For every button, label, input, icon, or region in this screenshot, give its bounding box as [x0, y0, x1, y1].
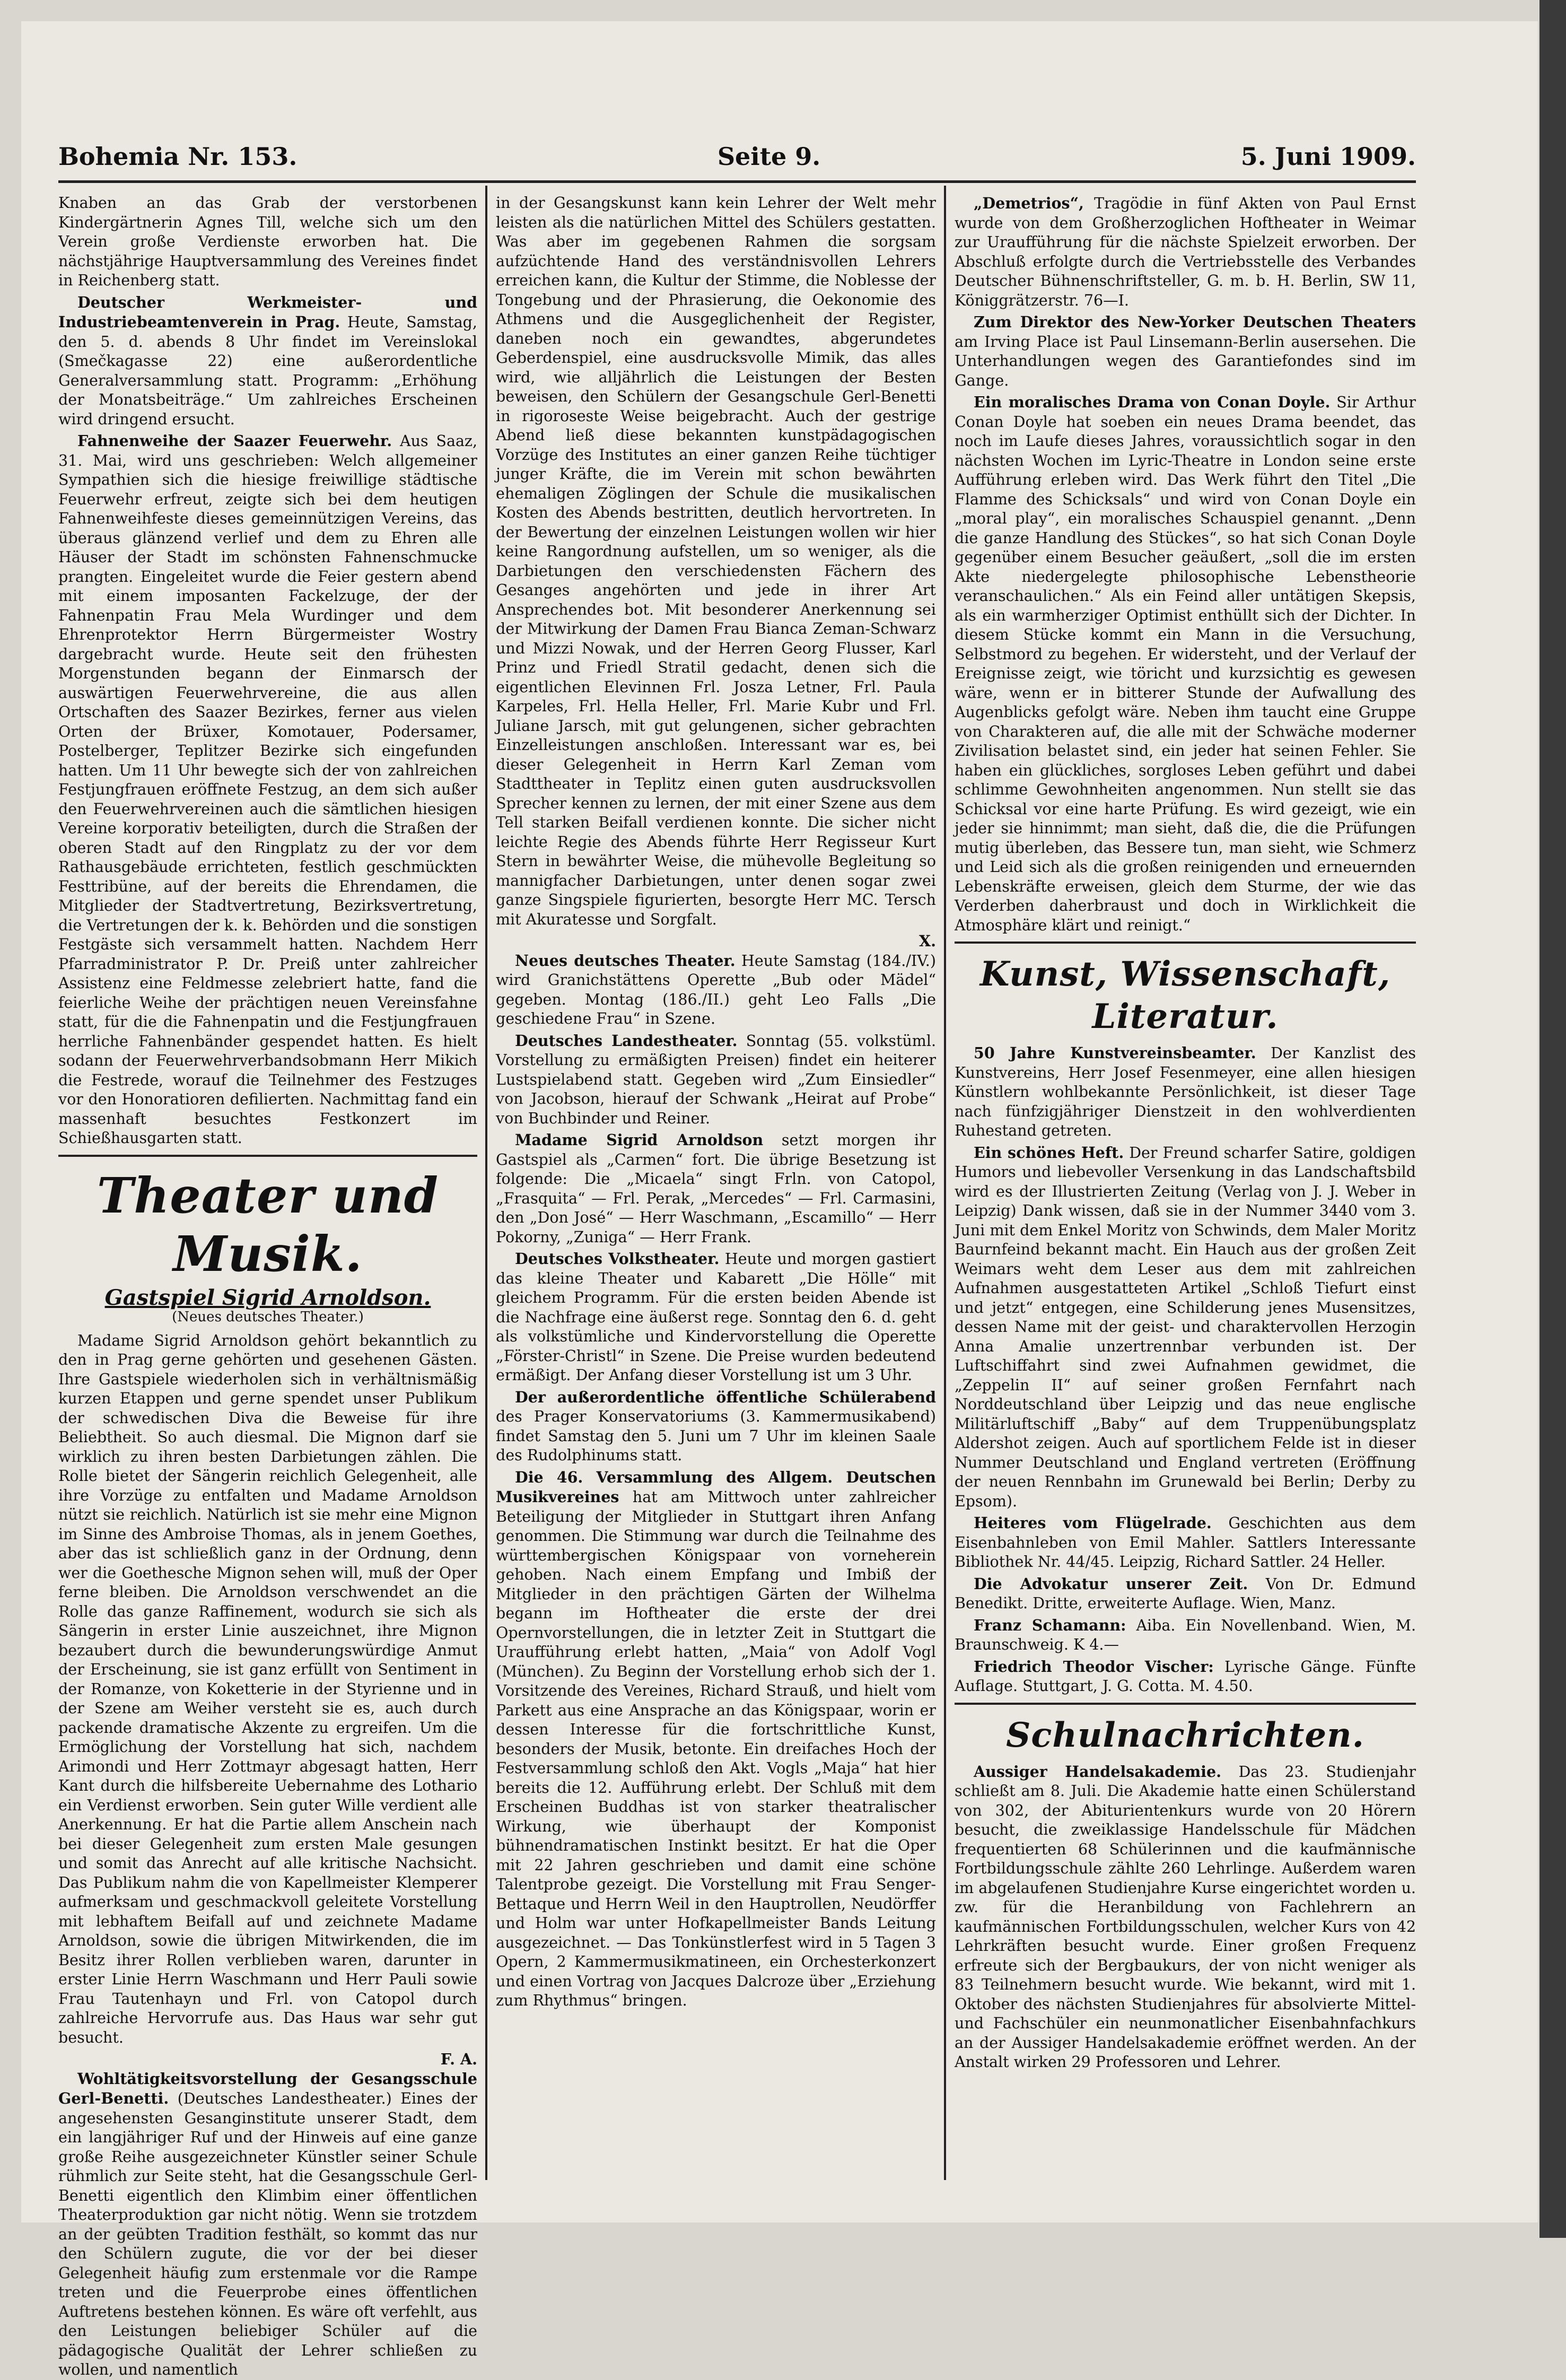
article-kunstverein [955, 1043, 1416, 1141]
article-demetrios [955, 194, 1416, 310]
headline-new-york: Zum Direktor des New-Yorker Deutschen Theaters [974, 313, 1416, 331]
article-vischer [955, 1657, 1416, 1696]
body-musikverein: hat am Mittwoch unter zahlreicher Beteiligung der Mitglieder in Stuttgart ihren Anfang genommen. Die Stimmung war durch die Teilnahme des württembergischen Königspaar von vorneherein gehoben. Nach einem Empfang und Imbiß der Mitglieder in den prächtigen Gärten der Wilhelma begann im Hoftheater die erste der drei Opernvorstellungen, die in letzter Zeit in Stuttgart die Uraufführung erlebt hatten, „Maia“ von Adolf Vogl (München). Zu Beginn der Vorstellung erhob sich der 1. Vorsitzende des Vereines, Richard Strauß, und hielt vom Parkett aus eine Ansprache an das Königspaar, worin er dessen Interesse für die fortschrittliche Kunst, besonders der Musik, betonte. Ein dreifaches Hoch der Festversammlung schloß den Akt. Vogls „Maja“ hat hier bereits die 12. Aufführung erlebt. Der Schluß mit dem Erscheinen Buddhas ist von starker theatralischer Wirkung, wie überhaupt der Komponist bühnendramatischen Instinkt besitzt. Er hat die Oper mit 22 Jahren geschrieben und damit eine schöne Talentprobe gezeigt. Die Vorstellung mit Frau Senger-Bettaque und Herrn Weil in den Hauptrollen, Neudörffer und Holm war unter Hofkapellmeister Bands Leitung ausgezeichnet. — Das Tonkünstlerfest wird in 5 Tagen 3 Opern, 2 Kammermusikmatineen, ein Orchesterkonzert und einen Vortrag von Jacques Dalcroze über „Erziehung zum Rhythmus“ bringen. [496, 1488, 936, 2009]
article-fluegelrade [955, 1513, 1416, 1572]
section-rule-kunst [955, 941, 1416, 944]
column-1 [58, 194, 478, 2378]
article-gerl-benetti-cont: in der Gesangskunst kann kein Lehrer der Welt mehr leisten als die natürlichen Mittel des Schülers gestatten. Was aber im gegebenen Rahmen die sorgsam aufzüchtende Hand des verständnisvollen Lehrers erreichen kann, die Kultur der Stimme, die Noblesse der Tongebung und der Phrasierung, die Oekonomie des Athmens und die Ausgeglichenheit der Register, daneben noch ein gewandtes, abgerundetes Geberdenspiel, eine ausdrucksvolle Mimik, das alles wird, wie alljährlich die Leistungen der Besten beweisen, den Schülern der Gesangschule Gerl-Benetti in rigoroseste Weise beigebracht. Auch der gestrige Abend ließ diese bekannten kunstpädagogischen Vorzüge des Institutes an einer ganzen Reihe tüchtiger junger Kräfte, die im Verein mit schon bewährten ehemaligen Zöglingen der Schule die musikalischen Kosten des Abends bestritten, deutlich hervortreten. In der Bewertung der einzelnen Leistungen wollen wir hier keine Rangordnung aufstellen, um so weniger, als die Darbietungen den verschiedensten Fächern des Gesanges angehörten und jede in ihrer Art Ansprechendes bot. Mit besonderer Anerkennung sei der Mitwirkung der Damen Frau Bianca Zeman-Schwarz und Mizzi Nowak, und der Herren Georg Flusser, Karl Prinz und Friedl Stratil gedacht, denen sich die eigentlichen Elevinnen Frl. Josza Letner, Frl. Paula Karpeles, Frl. Hella Heller, Frl. Marie Kubr und Frl. Juliane Jarsch, mit gut gelungenen, sicher gebrachten Einzelleistungen anschloßen. Interessant war es, bei dieser Gelegenheit in Herrn Karl Zeman vom Stadttheater in Teplitz einen guten ausdrucksvollen Sprecher kennen zu lernen, der mit einer Szene aus dem Tell starken Beifall verdienen konnte. Die sicher nicht leichte Regie des Abends führte Herr Regisseur Kurt Stern in bewährter Weise, die mühevolle Begleitung so mannigfacher Darbietungen, unter denen sogar zwei ganze Singspiele figurierten, besorgte Herr MC. Tersch mit Akuratesse und Sorgfalt. [496, 194, 936, 928]
article-volkstheater [496, 1249, 936, 1385]
body-demetrios: Tragödie in fünf Akten von Paul Ernst wurde von dem Großherzoglichen Hoftheater in Weimar zur Uraufführung für die nächste Spielzeit erworben. Der Abschluß erfolgte durch die Vertriebsstelle des Verbandes Deutscher Bühnenschriftsteller, G. m. b. H. Berlin, SW 11, Königgrätzerstr. 76—I. [955, 195, 1416, 309]
headline-fluegelrade: Heiteres vom Flügelrade. [974, 1514, 1212, 1532]
column-2 [496, 194, 936, 2188]
headline-feuerwehr: Fahnenweihe der Saazer Feuerwehr. [77, 432, 392, 450]
section-title-kunst: Kunst, Wissenschaft, Literatur. [979, 954, 1391, 1036]
body-schamann: Aiba. Ein Novellenband. Wien, M. Braunschweig. K 4.— [955, 1616, 1416, 1653]
header-rule [58, 180, 1416, 183]
section-rule-schul [955, 1703, 1416, 1705]
body-new-york: am Irving Place ist Paul Linsemann-Berlin ausersehen. Die Unterhandlungen wegen des Garantiefondes sind im Gange. [955, 333, 1416, 389]
article-kindergarten: Knaben an das Grab der verstorbenen Kindergärtnerin Agnes Till, welche sich um den Verein große Verdienste erworben hat. Die nächstjährige Hauptversammlung des Vereines findet in Reichenberg statt. [58, 194, 477, 289]
article-gerl-benetti [58, 2069, 477, 2380]
header-publication: Bohemia Nr. 153. [58, 142, 298, 171]
headline-handelsakademie: Aussiger Handelsakademie. [974, 1762, 1222, 1781]
body-schuelerabend: des Prager Konservatoriums (3. Kammermusikabend) findet Samstag den 5. Juni um 7 Uhr im kleinen Saale des Rudolphinums statt. [496, 1408, 936, 1464]
section-rule [58, 1155, 477, 1157]
column-divider-2 [944, 186, 946, 2180]
headline-schuelerabend: Der außerordentliche öffentliche Schülerabend [515, 1388, 936, 1406]
article-neues-theater [496, 951, 936, 1029]
body-handelsakademie: Das 23. Studienjahr schließt am 8. Juli. Die Akademie hatte einen Schülerstand von 302, der Abiturientenkurs wurde von 20 Hörern besucht, die zweiklassige Handelsschule für Mädchen frequentierten 68 Schülerinnen und die kaufmännische Fortbildungsschule zählte 260 Lehrlinge. Außerdem waren im abgelaufenen Studienjahre Kurse eingerichtet worden u. zw. für die Heranbildung von Fachlehrern an kaufmännischen Fortbildungsschulen, welcher Kurs von 42 Lehrkräften besucht wurde. Einer großen Frequenz erfreute sich der Bergbaukurs, der von nicht weniger als 83 Teilnehmern besucht wurde. Wie bekannt, wird mit 1. Oktober des nächsten Studienjahres für absolvierte Mittel- und Fachschüler ein neunmonatlicher Eisenbahnfachkurs an der Aussiger Handelsakademie eröffnet werden. An der Anstalt wirken 29 Professoren und Lehrer. [955, 1763, 1416, 2071]
body-landestheater: Sonntag (55. volkstüml. Vorstellung zu ermäßigten Preisen) findet ein heiterer Lustspielabend statt. Gegeben wird „Zum Einsiedler“ von Jacobson, hierauf der Schwank „Heirat auf Probe“ von Buchbinder und Reiner. [496, 1032, 936, 1127]
body-werkmeister: Heute, Samstag, den 5. d. abends 8 Uhr findet im Vereinslokal (Smečkagasse 22) eine außerordentliche Generalversammlung statt. Programm: „Erhöhung der Monatsbeiträge.“ Um zahlreiches Erscheinen wird dringend ersucht. [58, 313, 477, 428]
headline-kunstverein: 50 Jahre Kunstvereinsbeamter. [974, 1044, 1256, 1062]
body-gerl-benetti: (Deutsches Landestheater.) Eines der angesehensten Gesanginstitute unserer Stadt, dem ein langjähriger Ruf und der Hinweis auf eine ganze große Reihe ausgezeichneter Künstler seiner Schule rühmlich zur Seite steht, hat die Gesangsschule Gerl-Benetti eigentlich den Klimbim einer öffentlichen Theaterproduktion gar nicht nötig. Wenn sie trotzdem an der geübten Tradition festhält, so kommt das nur den Schülern zugute, die vor der bei dieser Gelegenheit häufig zum erstenmale vor die Rampe treten und die Feuerprobe eines öffentlichen Auftretens bestehen können. Es wäre oft verfehlt, aus den Leistungen beliebiger Schüler auf die pädagogische Qualität der Lehrer schließen zu wollen, und namentlich [58, 2090, 478, 2378]
column-divider-1 [485, 186, 487, 2180]
article-arnoldson-review: Madame Sigrid Arnoldson gehört bekanntlich zu den in Prag gerne gehörten und gesehenen Gästen. Ihre Gastspiele wiederholen sich in verhältnismäßig kurzen Etappen und gerne spendet unser Publikum der schwedischen Diva die Beweise für ihre Beliebtheit. So auch diesmal. Die Mignon darf sie wirklich zu ihren besten Darbietungen zählen. Die Rolle bietet der Sängerin reichlich Gelegenheit, alle ihre Vorzüge zu entfalten und Madame Arnoldson nützt sie reichlich. Natürlich ist sie mehr eine Mignon im Sinne des Ambroise Thomas, als in jenem Goethes, aber das ist schließlich ganz in der Ordnung, denn wer die Goethesche Mignon sehen will, muß der Oper ferne bleiben. Die Arnoldson verschwendet an die Rolle das ganze Raffinement, wodurch sie sich als Sängerin in erster Linie auszeichnet, ihre Mignon bezaubert durch die bewunderungswürdige Anmut der Erscheinung, sie ist ganz erfüllt von Sentiment in der Romanze, von Koketterie in der Styrienne und in der Szene am Weiher versteht sie es, auch durch packende dramatische Akzente zu ergreifen. Um die Ermöglichung der Vorstellung hat sich, nachdem Arimondi und Herr Zottmayr abgesagt hatten, Herr Kant durch die hilfsbereite Uebernahme des Lothario ein Verdienst erworben. Sein guter Wille verdient alle Anerkennung. Er hat die Partie allem Anschein nach bei dieser Gelegenheit zum ersten Male gesungen und somit das Anrecht auf alle kritische Nachsicht. Das Publikum nahm die von Kapellmeister Klemperer aufmerksam und geschmackvoll geleitete Vorstellung mit lebhaftem Beifall auf und zeichnete Madame Arnoldson, sowie die übrigen Mitwirkenden, die im Besitz ihrer Rollen verblieben waren, darunter in erster Linie Herrn Waschmann und Herr Pauli sowie Frau Tautenhayn und Frl. von Catopol durch zahlreiche Hervorrufe aus. Das Haus war sehr gut besucht. [58, 1331, 477, 2046]
headline-conan-doyle: Ein moralisches Drama von Conan Doyle. [974, 393, 1331, 411]
page-header [58, 133, 1416, 180]
headline-heft: Ein schönes Heft. [974, 1143, 1124, 1162]
article-schamann [955, 1616, 1416, 1655]
headline-neues-theater: Neues deutsches Theater. [515, 951, 736, 970]
body-advokatur: Von Dr. Edmund Benedikt. Dritte, erweiterte Auflage. Wien, Manz. [955, 1575, 1416, 1612]
article-new-york [955, 312, 1416, 390]
headline-schamann: Franz Schamann: [974, 1616, 1126, 1634]
headline-volkstheater: Deutsches Volkstheater. [515, 1250, 720, 1268]
body-heft: Der Freund scharfer Satire, goldigen Humors und liebevoller Versenkung in das Landschaftsbild wird es der Illustrierten Zeitung (Verlag von J. J. Weber in Leipzig) Dank wissen, daß sie in der Nummer 3440 vom 3. Juni mit dem Enkel Moritz von Schwinds, dem Maler Moritz Baurnfeind bekannt macht. Ein Hauch aus der großen Zeit Weimars weht dem Leser aus dem mit zahlreichen Aufnahmen ausgestatteten Artikel „Schloß Tiefurt einst und jetzt“ entgegen, eine Schilderung jenes Musensitzes, dessen Name mit der geist- und charaktervollen Herzogin Anna Amalie unzertrennbar verbunden ist. Der Luftschiffahrt sind zwei Aufnahmen gewidmet, die „Zeppelin II“ auf seiner großen Fernfahrt nach Norddeutschland über Leipzig und das neue englische Militärluftschiff „Baby“ auf dem Truppenübungsplatz Aldershot zeigen. Auch auf sportlichem Felde ist in dieser Nummer Deutschland und England vertreten (Eröffnung der neuen Rennbahn im Grunewald bei Berlin; Derby zu Epsom). [955, 1144, 1416, 1510]
headline-musikverein: Die 46. Versammlung des Allgem. Deutschen Musikvereines [496, 1468, 936, 1506]
headline-gerl-benetti: Wohltätigkeitsvorstellung der Gesangsschule Gerl-Benetti. [58, 2069, 477, 2107]
article-conan-doyle [955, 393, 1416, 935]
header-date: 5. Juni 1909. [1240, 142, 1416, 171]
article-werkmeister [58, 293, 477, 430]
subtitle-arnoldson: Gastspiel Sigrid Arnoldson. [104, 1285, 431, 1310]
headline-demetrios: „Demetrios“, [974, 194, 1084, 212]
article-landestheater [496, 1031, 936, 1129]
article-handelsakademie [955, 1762, 1416, 2072]
header-page-number: Seite 9. [717, 142, 821, 171]
body-vischer: Lyrische Gänge. Fünfte Auflage. Stuttgart, J. G. Cotta. M. 4.50. [955, 1658, 1416, 1695]
body-fluegelrade: Geschichten aus dem Eisenbahnleben von Emil Mahler. Sattlers Interessante Bibliothek Nr. 44/45. Leipzig, Richard Sattler. 24 Heller. [955, 1514, 1416, 1571]
body-volkstheater: Heute und morgen gastiert das kleine Theater und Kabarett „Die Hölle“ mit gleichem Programm. Für die ersten beiden Abende ist die Nachfrage eine äußerst rege. Sonntag den 6. d. geht als volkstümliche und Kindervorstellung die Operette „Förster-Christl“ in Szene. Die Preise wurden bedeutend ermäßigt. Der Anfang dieser Vorstellung ist um 3 Uhr. [496, 1250, 936, 1384]
scan-edge [1539, 0, 1566, 2238]
column-3 [955, 194, 1416, 2188]
headline-vischer: Friedrich Theodor Vischer: [974, 1657, 1214, 1676]
article-musikverein [496, 1468, 936, 2011]
newspaper-page [21, 21, 1538, 2378]
body-neues-theater: Heute Samstag (184./IV.) wird Granichstättens Operette „Bub oder Mädel“ gegeben. Montag (186./II.) geht Leo Falls „Die geschiedene Frau“ in Szene. [496, 952, 936, 1027]
signature-x: X. [918, 932, 936, 950]
headline-werkmeister: Deutscher Werkmeister- und Industriebeamtenverein in Prag. [58, 293, 477, 331]
signature-fa: F. A. [440, 2050, 477, 2068]
article-advokatur [955, 1574, 1416, 1614]
subsubtitle-theater: (Neues deutsches Theater.) [172, 1309, 364, 1325]
section-title-schul: Schulnachrichten. [1006, 1715, 1364, 1755]
section-title-theater: Theater und Musik. [97, 1166, 439, 1283]
headline-advokatur: Die Advokatur unserer Zeit. [974, 1574, 1248, 1593]
article-schuelerabend [496, 1388, 936, 1466]
article-feuerwehr [58, 431, 477, 1148]
headline-arnoldson-carmen: Madame Sigrid Arnoldson [515, 1131, 764, 1149]
body-kunstverein: Der Kanzlist des Kunstvereins, Herr Josef Fesenmeyer, eine allen hiesigen Künstlern wohlbekannte Persönlichkeit, ist dieser Tage nach fünfzigjähriger Dienstzeit in den wohlverdienten Ruhestand getreten. [955, 1044, 1416, 1139]
headline-landestheater: Deutsches Landestheater. [515, 1031, 738, 1050]
body-conan-doyle: Sir Arthur Conan Doyle hat soeben ein neues Drama beendet, das noch im Laufe dieses Jahres, voraussichtlich sogar in den nächsten Wochen im Lyric-Theatre in London seine erste Aufführung erleben wird. Das Werk führt den Titel „Die Flamme des Schicksals“ und wird von Conan Doyle ein „moral play“, ein moralisches Schauspiel genannt. „Denn die ganze Handlung des Stückes“, so hat sich Conan Doyle gegenüber einem Besucher geäußert, „soll die im ersten Akte niedergelegte philosophische Lebenstheorie veranschaulichen.“ Als ein Feind aller untätigen Skepsis, als ein warmherziger Optimist enthüllt sich der Dichter. In diesem Stücke kommt ein Mann in die Versuchung, Selbstmord zu begehen. Er widersteht, und der Verlauf der Ereignisse zeigt, wie töricht und kurzsichtig es gewesen wäre, wenn er in bitterer Stunde der Aufwallung des Augenblicks gefolgt wäre. Neben ihm taucht eine Gruppe von Charakteren auf, die alle mit der Schwäche moderner Zivilisation belastet sind, ein jeder hat seinen Fehler. Sie haben ein glückliches, sorgloses Leben geführt und dabei schlimme Gewohnheiten angenommen. Nun stellt sie das Schicksal vor eine harte Prüfung. Es wird gezeigt, wie ein jeder sie hinnimmt; man sieht, daß die, die die Prüfungen mutig überleben, das Bessere tun, man sieht, wie Schmerz und Leid sich als die großen reinigenden und erneuernden Lebenskräfte erweisen, gleich dem Sturme, der wie das Verderben daherbraust und doch in Wirklichkeit die Atmosphäre klärt und reinigt.“ [955, 394, 1416, 934]
body-feuerwehr: Aus Saaz, 31. Mai, wird uns geschrieben: Welch allgemeiner Sympathien sich die hiesige freiwillige städtische Feuerwehr erfreut, zeigte sich bei dem heutigen Fahnenweihfeste dieses gemeinnützigen Vereins, das überaus glänzend verlief und dem zu Ehren alle Häuser der Stadt im schönsten Fahnenschmucke prangten. Eingeleitet wurde die Feier gestern abend mit einem imposanten Fackelzuge, der der Fahnenpatin Frau Mela Wurdinger und dem Ehrenprotektor Herrn Bürgermeister Wostry dargebracht wurde. Heute seit den frühesten Morgenstunden begann der Einmarsch der auswärtigen Feuerwehrvereine, die aus allen Ortschaften des Saazer Bezirkes, ferner aus vielen Orten der Brüxer, Komotauer, Podersamer, Postelberger, Teplitzer Bezirke sich eingefunden hatten. Um 11 Uhr bewegte sich der von zahlreichen Festjungfrauen eröffnete Festzug, an dem sich außer den Feuerwehrvereinen auch die sämtlichen hiesigen Vereine korporativ beteiligten, durch die Straßen der oberen Stadt auf den Ringplatz zu der vor dem Rathausgebäude errichteten, festlich geschmückten Festtribüne, auf der bereits die Ehrendamen, die Mitglieder der Stadtvertretung, Bezirksvertretung, die Vertretungen der k. k. Behörden und die sonstigen Festgäste sich versammelt hatten. Nachdem Herr Pfarradministrator P. Dr. Preiß unter zahlreicher Assistenz eine Feldmesse zelebriert hatte, fand die feierliche Weihe der prächtigen neuen Vereinsfahne statt, für die die Fahnenpatin und die Festjungfrauen herrliche Fahnenbänder gespendet hatten. Es hielt sodann der Feuerwehrverbandsobmann Herr Mikich die Festrede, worauf die Teilnehmer des Festzuges vor den Honoratioren defilierten. Nachmittag fand ein massenhaft besuchtes Festkonzert im Schießhausgarten statt. [58, 432, 478, 1147]
body-arnoldson-carmen: setzt morgen ihr Gastspiel als „Carmen“ fort. Die übrige Besetzung ist folgende: Die „Micaela“ singt Frln. von Catopol, „Frasquita“ — Frl. Perak, „Mercedes“ — Frl. Carmasini, den „Don José“ — Herr Waschmann, „Escamillo“ — Herr Pokorny, „Zuniga“ — Herr Frank. [496, 1131, 936, 1246]
article-heft [955, 1143, 1416, 1512]
article-arnoldson-carmen [496, 1130, 936, 1247]
